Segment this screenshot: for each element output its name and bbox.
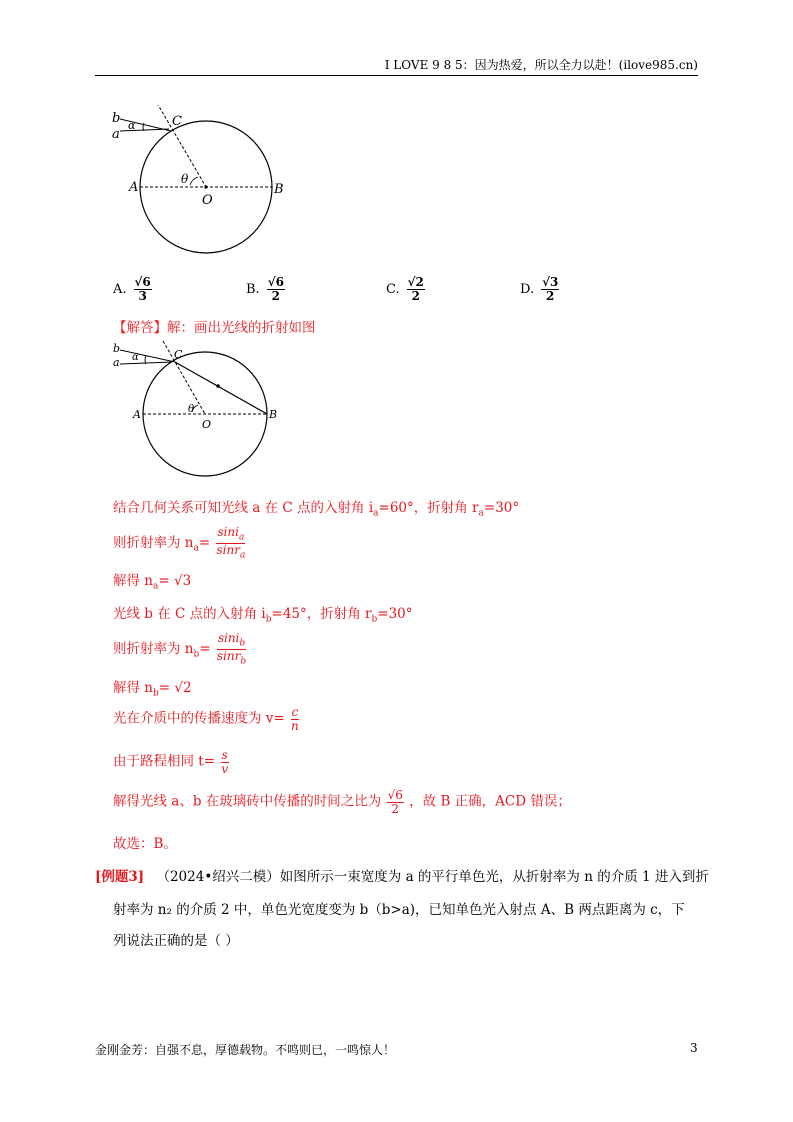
label-a: a — [112, 127, 120, 142]
option-c: C. $\frac{√2}{2}$ — [386, 275, 424, 303]
example-tag: [例题3] — [95, 869, 145, 885]
solution-line-4: 光线 b 在 C 点的入射角 $i_b=45^\circ$，折射角 $r_b=30^\circ$ — [113, 606, 413, 625]
example-3-line-3: 列说法正确的是（ ） — [113, 933, 239, 949]
solution-line-1: 结合几何关系可知光线 a 在 C 点的入射角 $i_a=60^\circ$，折射角 $r_a=30^\circ$ — [113, 500, 520, 519]
example-3-line-2: 射率为 n₂ 的介质 2 中，单色光宽度变为 b（b>a)，已知单色光入射点 A、B 两点距离为 c，下 — [113, 902, 685, 918]
label-theta: θ — [181, 172, 189, 186]
label-O-2: O — [202, 418, 212, 431]
example-3: [例题3] （2024•绍兴二模）如图所示一束宽度为 a 的平行单色光，从折射率为 n 的介质 1 进入到折 — [95, 869, 709, 885]
label-C: C — [172, 114, 182, 129]
header-divider — [95, 75, 698, 76]
label-a-2: a — [113, 356, 120, 369]
solution-line-5: 则折射率为 $n_b=$ $\frac{\sin i_b}{\sin r_b}$ — [113, 631, 247, 667]
solution-line-7: 光在介质中的传播速度为 v= $\frac{c}{n}$ — [113, 705, 299, 733]
label-A-2: A — [133, 408, 141, 421]
solution-line-10: 故选：B。 — [113, 836, 177, 852]
label-A: A — [129, 180, 139, 195]
label-alpha: α — [128, 119, 136, 132]
label-b-2: b — [113, 342, 121, 355]
page-number: 3 — [690, 1041, 698, 1055]
label-B: B — [274, 182, 284, 197]
label-B-2: B — [269, 408, 278, 421]
label-C-2: C — [174, 348, 183, 361]
solution-line-6: 解得 $n_b= √2$ — [113, 680, 192, 699]
label-b: b — [112, 111, 121, 126]
solution-line-2: 则折射率为 $n_a=$ $\frac{\sin i_a}{\sin r_a}$ — [113, 525, 246, 561]
figure-circle-solution — [108, 338, 288, 488]
option-d: D. $\frac{√3}{2}$ — [520, 275, 559, 303]
answer-heading: 【解答】解：画出光线的折射如图 — [113, 320, 316, 336]
label-theta-2: θ — [188, 404, 195, 415]
figure-circle-original — [105, 105, 290, 275]
solution-line-9: 解得光线 a、b 在玻璃砖中传播的时间之比为 $\frac{√6}{2}$ ，故 B 正确，ACD 错误； — [113, 788, 571, 816]
label-O: O — [202, 193, 213, 208]
page-footer: 金刚金芳：自强不息，厚德载物。不鸣则已，一鸣惊人！ — [95, 1043, 396, 1057]
option-b: B. $\frac{√6}{2}$ — [246, 275, 284, 303]
solution-line-3: 解得 $n_a= √3$ — [113, 573, 192, 592]
label-alpha-2: α — [132, 352, 139, 363]
page-header: I LOVE 9 8 5：因为热爱，所以全力以赴！(ilove985.cn) — [384, 58, 698, 72]
solution-line-8: 由于路程相同 t= $\frac{s}{v}$ — [113, 748, 229, 776]
option-a: A. $\frac{√6}{3}$ — [113, 275, 151, 303]
